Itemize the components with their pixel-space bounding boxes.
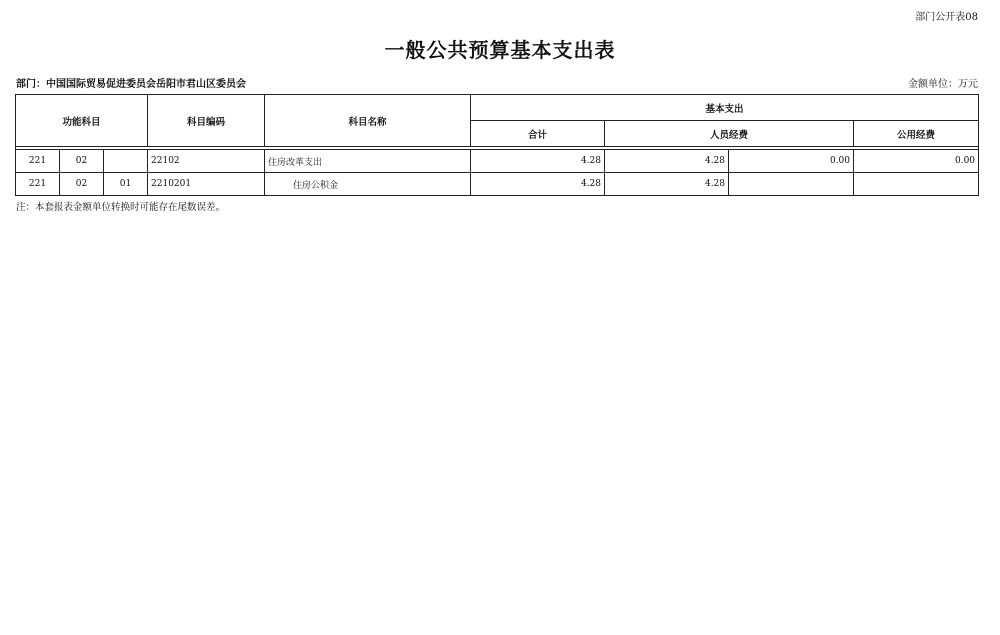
cell-personnel-b: 0.00 [729,150,854,173]
cell-name: 住房公积金 [265,173,471,196]
cell-total: 4.28 [471,150,605,173]
cell-total: 4.28 [471,173,605,196]
cell-code: 2210201 [148,173,265,196]
cell-public: 0.00 [854,150,979,173]
page-title: 一般公共预算基本支出表 [384,38,616,62]
cell-sub [104,150,148,173]
header-public: 公用经费 [854,121,979,147]
cell-class: 221 [16,150,60,173]
cell-public [854,173,979,196]
cell-code: 22102 [148,150,265,173]
cell-name: 住房改革支出 [265,150,471,173]
header-basic-expense: 基本支出 [471,95,979,121]
header-total: 合计 [471,121,605,147]
budget-table [15,94,979,196]
header-func-subject: 功能科目 [16,95,148,147]
page-code: 部门公开表08 [915,12,978,23]
amount-unit-label: 金额单位：万元 [908,79,978,90]
header-subject-code: 科目编码 [148,95,265,147]
cell-class: 221 [16,173,60,196]
table-row [16,173,979,196]
header-subject-name: 科目名称 [265,95,471,147]
footnote: 注：本套报表金额单位转换时可能存在尾数误差。 [16,202,226,213]
cell-item: 02 [60,173,104,196]
header-personnel: 人员经费 [605,121,854,147]
cell-personnel-a: 4.28 [605,173,729,196]
table-row [16,150,979,173]
cell-item: 02 [60,150,104,173]
cell-personnel-b [729,173,854,196]
cell-sub: 01 [104,173,148,196]
cell-personnel-a: 4.28 [605,150,729,173]
department-label: 部门：中国国际贸易促进委员会岳阳市君山区委员会 [16,79,246,90]
